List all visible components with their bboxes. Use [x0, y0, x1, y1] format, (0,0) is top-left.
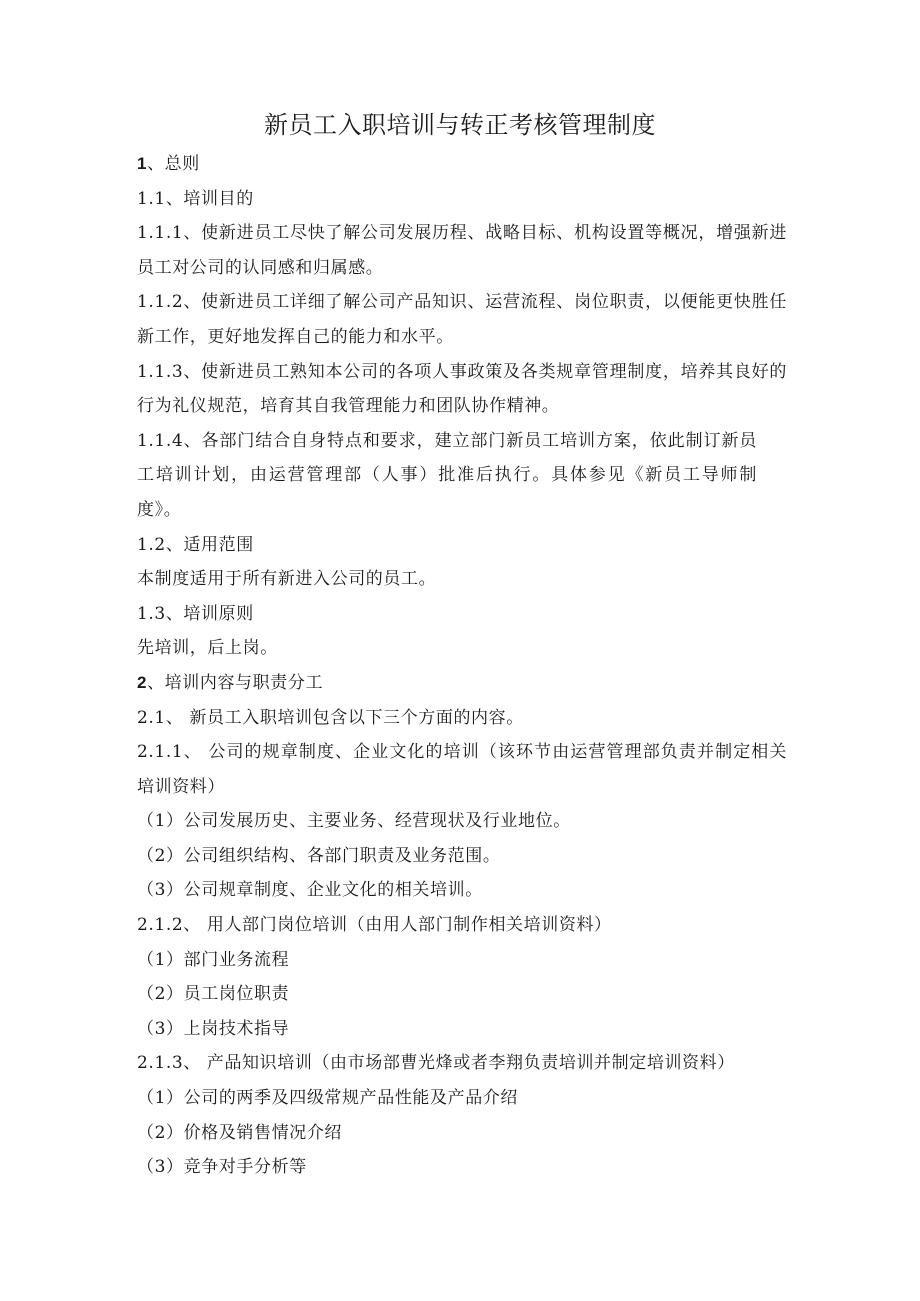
- paragraph: 1.1.1、使新进员工尽快了解公司发展历程、战略目标、机构设置等概况，增强新进员工对公司的认同感和归属感。: [137, 223, 787, 278]
- subsection-heading: 1.2、适用范围: [137, 534, 254, 555]
- section-number: 1: [137, 154, 148, 173]
- list-item: （1）部门业务流程: [137, 949, 290, 970]
- paragraph: 1.1.2、使新进员工详细了解公司产品知识、运营流程、岗位职责，以便能更快胜任新工作，更好地发挥自己的能力和水平。: [137, 292, 787, 347]
- section-heading: [137, 147, 787, 182]
- list-item: （3）竞争对手分析等: [137, 1157, 307, 1178]
- section-heading-text: 、总则: [147, 154, 200, 174]
- list-item: （2）公司组织结构、各部门职责及业务范围。: [137, 845, 501, 866]
- subsection-heading: 2.1、 新员工入职培训包含以下三个方面的内容。: [137, 707, 524, 728]
- document-title: 新员工入职培训与转正考核管理制度: [264, 111, 656, 139]
- list-item: （2）员工岗位职责: [137, 984, 290, 1005]
- list-item: （3）公司规章制度、企业文化的相关培训。: [137, 880, 483, 901]
- document-body: [137, 147, 787, 1185]
- list-item: （2）价格及销售情况介绍: [137, 1122, 343, 1143]
- paragraph: 2.1.1、 公司的规章制度、企业文化的培训（该环节由运营管理部负责并制定相关培训资料）: [137, 742, 787, 797]
- list-item: （1）公司发展历史、主要业务、经营现状及行业地位。: [137, 811, 571, 832]
- subsection-heading: 2.1.2、 用人部门岗位培训（由用人部门制作相关培训资料）: [137, 915, 612, 936]
- list-item: （3）上岗技术指导: [137, 1018, 290, 1039]
- paragraph: 1.1.3、使新进员工熟知本公司的各项人事政策及各类规章管理制度，培养其良好的行为礼仪规范，培育其自我管理能力和团队协作精神。: [137, 361, 787, 417]
- subsection-heading: 2.1.3、 产品知识培训（由市场部曹光烽或者李翔负责培训并制定培训资料）: [137, 1053, 735, 1074]
- list-item: （1）公司的两季及四级常规产品性能及产品介绍: [137, 1088, 519, 1109]
- section-heading: [137, 666, 787, 701]
- subsection-heading: 1.3、培训原则: [137, 603, 254, 624]
- paragraph: 先培训，后上岗。: [137, 638, 278, 659]
- section-number: 2: [137, 672, 148, 692]
- section-heading-text: 、培训内容与职责分工: [147, 672, 324, 693]
- paragraph: 本制度适用于所有新进入公司的员工。: [137, 569, 437, 590]
- paragraph: 1.1.4、各部门结合自身特点和要求，建立部门新员工培训方案，依此制订新员工培训计划，由运营管理部（人事）批准后执行。具体参见《新员工导师制度》。: [137, 430, 757, 520]
- subsection-heading: 1.1、培训目的: [137, 188, 254, 209]
